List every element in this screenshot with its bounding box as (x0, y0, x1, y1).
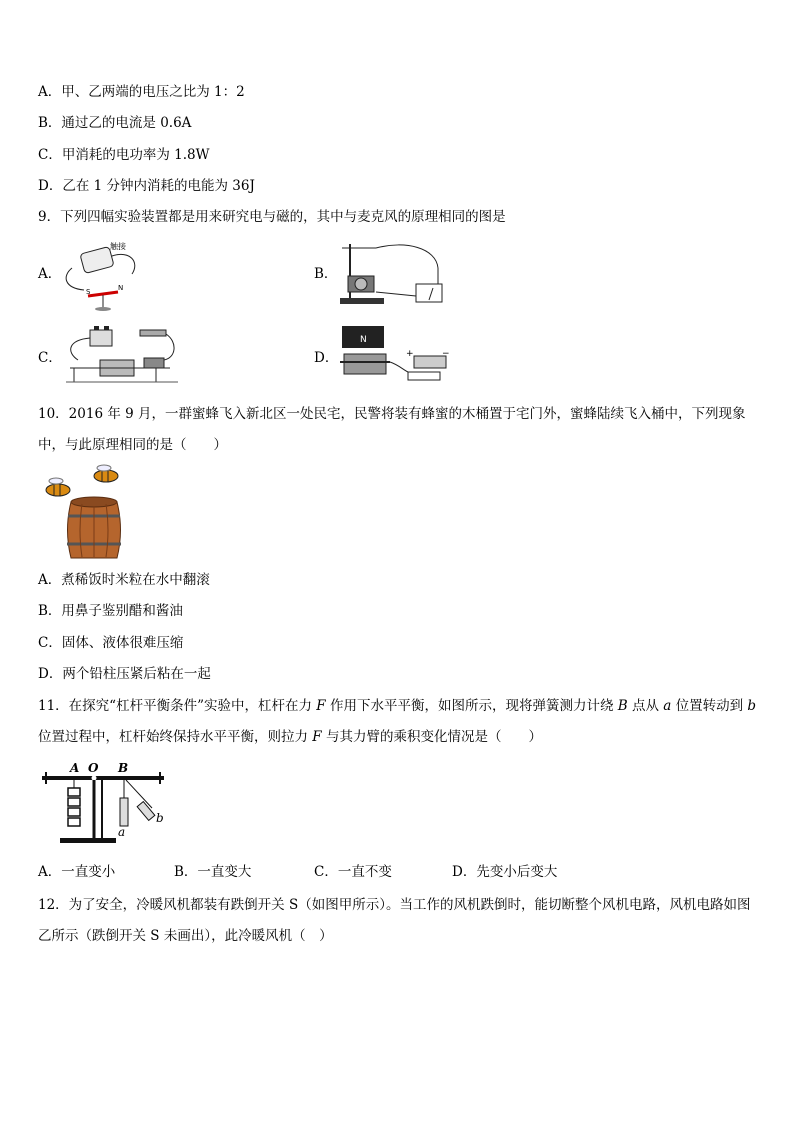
q8-option-d: D．乙在 1 分钟内消耗的电能为 36J (38, 178, 255, 194)
q10-option-d: D．两个铅柱压紧后粘在一起 (38, 666, 211, 682)
q8-option-c: C．甲消耗的电功率为 1.8W (38, 147, 210, 163)
bee-icon (46, 478, 70, 496)
q8-option-a: A．甲、乙两端的电压之比为 1：2 (38, 84, 245, 100)
q9-figure-c (60, 322, 182, 388)
q11-option-d: D．先变小后变大 (452, 864, 558, 880)
q11-option-c: C．一直不变 (314, 864, 392, 880)
q10-option-b: B．用鼻子鉴别醋和酱油 (38, 603, 183, 619)
q9-stem: 9．下列四幅实验装置都是用来研究电与磁的，其中与麦克风的原理相同的图是 (38, 209, 506, 225)
q9-figure-a (60, 240, 142, 312)
q9-label-d: D． (314, 350, 339, 366)
q11-option-a: A．一直变小 (38, 864, 116, 880)
lever-label-pos-b: b (156, 811, 164, 825)
q9-fig-d-magnet-label: N (360, 335, 367, 345)
q9-fig-a-contact-label: 触接 (110, 242, 126, 251)
q9-label-a: A． (38, 266, 62, 282)
q9-label-c: C． (38, 350, 62, 366)
q9-fig-a-pole-s: S (86, 288, 91, 296)
q11-options (38, 862, 758, 884)
q11-figure-lever (38, 758, 168, 846)
q10-option-a: A．煮稀饭时米粒在水中翻滚 (38, 572, 210, 588)
q9-fig-a-pole-n: N (118, 284, 124, 292)
lever-label-b: B (118, 761, 129, 775)
lever-label-pos-a: a (118, 825, 126, 839)
barrel-icon (67, 497, 121, 558)
q10-stem: 10．2016 年 9 月，一群蜜蜂飞入新北区一处民宅，民警将装有蜂蜜的木桶置于宅门外，蜜蜂陆续飞入桶中，下列现象中，与此原理相同的是（ ） (38, 406, 746, 453)
q9-fig-d-sign-plus: + (406, 349, 414, 359)
q10-option-c: C．固体、液体很难压缩 (38, 635, 184, 651)
q9-fig-d-sign-minus: − (442, 349, 450, 359)
q9-label-b: B． (314, 266, 338, 282)
q8-option-b: B．通过乙的电流是 0.6A (38, 115, 192, 131)
lever-label-o: O (88, 761, 99, 775)
q9-figure-b (336, 238, 446, 308)
q12-stem: 12．为了安全，冷暖风机都装有跌倒开关 S（如图甲所示）。当工作的风机跌倒时，能切断整个风机电路，风机电路如图乙所示（跌倒开关 S 未画出），此冷暖风机（ ） (38, 897, 751, 944)
q10-figure-bees-barrel (38, 464, 128, 560)
q9-figure-d (336, 322, 452, 386)
bee-icon (94, 465, 118, 482)
q11-option-b: B．一直变大 (174, 864, 252, 880)
q11-stem: 11．在探究“杠杆平衡条件”实验中，杠杆在力 F 作用下水平平衡，如图所示，现将弹簧测力计绕 B 点从 a 位置转动到 b 位置过程中，杠杆始终保持水平平衡，则拉力 F 与其力臂的乘积变化情况是（ ） (38, 698, 757, 745)
lever-label-a: A (70, 761, 80, 775)
